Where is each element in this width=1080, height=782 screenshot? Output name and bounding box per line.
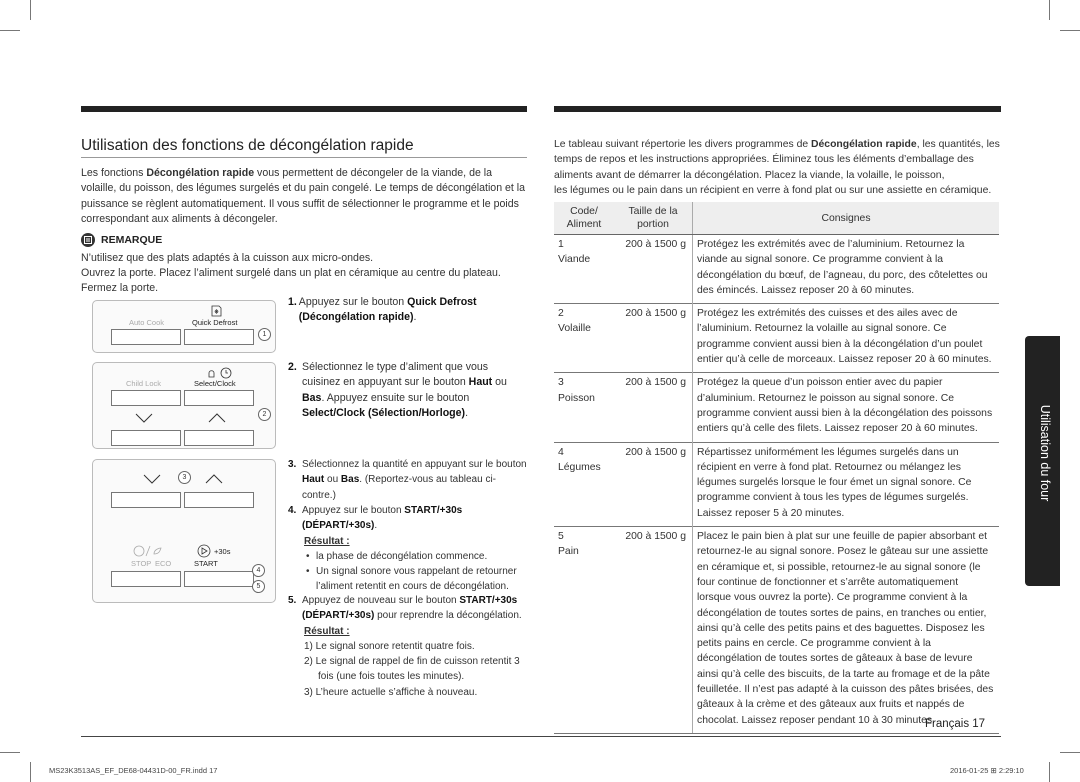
panel-illustration-3 (92, 459, 276, 603)
callout-4: 4 (252, 564, 265, 577)
up-arrow-icon[interactable] (208, 413, 226, 423)
header-size: Taille de la portion (614, 202, 693, 235)
page-number: Français 17 (925, 718, 986, 730)
side-tab (1025, 336, 1060, 586)
select-clock-label: Select/Clock (194, 379, 236, 388)
footer-rule (81, 736, 1001, 737)
lower-right-button[interactable] (184, 430, 254, 446)
callout-3: 3 (178, 471, 191, 484)
result-label: Résultat : (304, 535, 350, 547)
select-clock-icon (206, 367, 234, 379)
note-label: REMARQUE (101, 234, 163, 246)
eco-label: ECO (155, 559, 172, 568)
top-bar-left (81, 106, 527, 112)
table-row: 3 Poisson 200 à 1500 g Protégez la queue d’un poisson entier avec du papier d’aluminium. Retournez le poisson au signal sonore. Ce programme convient aussi bien à la décongélation des poissons entiers qu’à celle des filets. Laissez reposer 20 à 60 minutes. (554, 373, 999, 442)
table-intro: Le tableau suivant répertorie les divers programmes de Décongélation rapide, les quantités, les temps de repos et les instructions appropriées. Éliminez tous les éléments d’emballage des aliments avant de démarrer la décongélation. Placez la viande, la volaille, le poisson, (554, 139, 1000, 181)
table-row: 5 Pain 200 à 1500 g Placez le pain bien à plat sur une feuille de papier absorbant et retournez-le au signal sonore. Posez le gâteau sur une assiette en céramique et, si possible, retournez-le au signal sonore (le four continue de fonctionner et s’arrête automatiquement lorsque vous ouvrez la porte). Ce programme convient à la décongélation de toutes sortes de pains, en tranches ou entier, ainsi qu’à celle des petits pains et des baguettes. Disposez les petits pains en cercle. Ce programme convient à la décongélation de toutes sortes de gâteaux à base de levure ainsi qu’à celle des biscuits, de la tarte au fromage et de la pâte feuilletée. Il n’est pas adapté à la cuisson des pâtes brisées, des gâteaux à la crème et des gâteaux aux fruits et nappés de chocolat. Laissez reposer pendant 10 à 30 minutes. (554, 527, 999, 734)
crop-mark (1060, 752, 1080, 753)
quick-defrost-button[interactable] (184, 329, 254, 345)
panel-illustration-1 (92, 300, 276, 353)
stop-button[interactable] (111, 571, 181, 587)
child-lock-button[interactable] (111, 390, 181, 406)
footer-filename: MS23K3513AS_EF_DE68-04431D-00_FR.indd 17 (49, 766, 218, 775)
note-header (81, 233, 162, 247)
table-intro-line2: les légumes ou le pain dans un récipient en verre à fond plat ou sur une assiette en céramique. (554, 185, 992, 196)
child-lock-label: Child Lock (126, 379, 162, 388)
lower-left-button[interactable] (111, 492, 181, 508)
auto-cook-button[interactable] (111, 329, 181, 345)
step-2: 2. Sélectionnez le type d’aliment que vous cuisinez en appuyant sur le bouton Haut ou Bas. Appuyez ensuite sur le bouton Select/Clock (Sélection/Horloge). (288, 361, 507, 419)
defrost-table (554, 202, 999, 734)
crop-mark (30, 762, 31, 782)
table-row: 4 Légumes 200 à 1500 g Répartissez uniformément les légumes surgelés dans un récipient en verre à fond plat. Retournez ou mélangez les légumes surgelés lorsque le four émet un signal sonore. Ce programme convient à tous les types de légumes surgelés. Laissez reposer 5 à 20 minutes. (554, 442, 999, 526)
list-item: 2) Le signal de rappel de fin de cuisson retentit 3 fois (une fois toutes les minutes). (304, 656, 520, 683)
snowflake-icon (210, 305, 222, 317)
result-label: Résultat : (304, 625, 350, 637)
plus30-label: +30s (214, 547, 231, 556)
note-icon (81, 233, 95, 247)
intro-paragraph: Les fonctions Décongélation rapide vous permettent de décongeler de la viande, de la volaille, du poisson, des légumes surgelés et du pain congelé. Le temps de décongélation et la puissance se règlent automatiquement. Il vous suffit de sélectionner le programme et le poids correspondant aux aliments à décongeler. (81, 167, 526, 225)
step-3: 3. Sélectionnez la quantité en appuyant sur le bouton Haut ou Bas. (Reportez-vous au tableau ci-contre.) (288, 459, 527, 501)
start-button[interactable] (184, 571, 254, 587)
bullet-item: • Un signal sonore vous rappelant de retourner l’aliment retentit en cours de décongélation. (306, 566, 517, 593)
crop-mark (1049, 762, 1050, 782)
list-item: 3) L’heure actuelle s’affiche à nouveau. (304, 686, 478, 698)
footer-date: 2016-01-25 ⊞ 2:29:10 (950, 766, 1024, 775)
bullet-item: • la phase de décongélation commence. (306, 550, 488, 562)
select-clock-button[interactable] (184, 390, 254, 406)
lower-right-button[interactable] (184, 492, 254, 508)
start-icon (197, 544, 211, 558)
auto-cook-label: Auto Cook (129, 318, 165, 327)
top-bar-right (554, 106, 1001, 112)
callout-2: 2 (258, 408, 271, 421)
up-arrow-icon[interactable] (205, 474, 223, 484)
step-4: 4. Appuyez sur le bouton START/+30s (DÉPART/+30s). Résultat : • la phase de décongélation commence. • Un signal sonore vous rappelant de retourner l’aliment retentit en cours de décongélation. (288, 503, 528, 595)
table-row: 2 Volaille 200 à 1500 g Protégez les extrémités des cuisses et des ailes avec de l’aluminium. Retournez la volaille au signal sonore. Ce programme convient aussi bien à la décongélation d’un poulet entier qu’à celle de morceaux. Laissez reposer 20 à 60 minutes. (554, 304, 999, 373)
down-arrow-icon[interactable] (135, 413, 153, 423)
callout-5: 5 (252, 580, 265, 593)
callout-1: 1 (258, 328, 271, 341)
table-header-row (554, 202, 999, 235)
title-rule (81, 157, 527, 158)
open-door-text: Ouvrez la porte. Placez l’aliment surgelé dans un plat en céramique au centre du plateau. Fermez la porte. (81, 267, 501, 295)
lower-left-button[interactable] (111, 430, 181, 446)
crop-mark (30, 0, 31, 20)
section-title: Utilisation des fonctions de décongélation rapide (81, 137, 414, 154)
header-instructions: Consignes (693, 202, 1000, 235)
list-item: 1) Le signal sonore retentit quatre fois. (304, 640, 475, 652)
crop-mark (1049, 0, 1050, 20)
step-5: 5. Appuyez de nouveau sur le bouton START/+30s (DÉPART/+30s) pour reprendre la décongélation. Résultat : 1) Le signal sonore retentit quatre fois. 2) Le signal de rappel de fin de cuisson retentit 3 fois (une fois toutes les minutes). 3) L’heure actuelle s’affiche à nouveau. (288, 593, 528, 700)
header-code: Code/ Aliment (554, 202, 614, 235)
crop-mark (0, 752, 20, 753)
step-1: 1. Appuyez sur le bouton Quick Defrost (Décongélation rapide). (288, 296, 477, 324)
stop-eco-icon (133, 545, 163, 557)
note-text: N’utilisez que des plats adaptés à la cuisson aux micro-ondes. (81, 252, 374, 264)
table-row: 1 Viande 200 à 1500 g Protégez les extrémités avec de l’aluminium. Retournez la viande au signal sonore. Ce programme convient à la décongélation du bœuf, de l’agneau, du porc, des côtelettes ou des émincés. Laissez reposer 20 à 60 minutes. (554, 235, 999, 304)
start-label: START (194, 559, 218, 568)
stop-label: STOP (131, 559, 152, 568)
down-arrow-icon[interactable] (143, 474, 161, 484)
side-tab-label: Utilisation du four (1038, 404, 1052, 502)
crop-mark (1060, 30, 1080, 31)
quick-defrost-label: Quick Defrost (192, 318, 238, 327)
crop-mark (0, 30, 20, 31)
panel-illustration-2 (92, 362, 276, 449)
